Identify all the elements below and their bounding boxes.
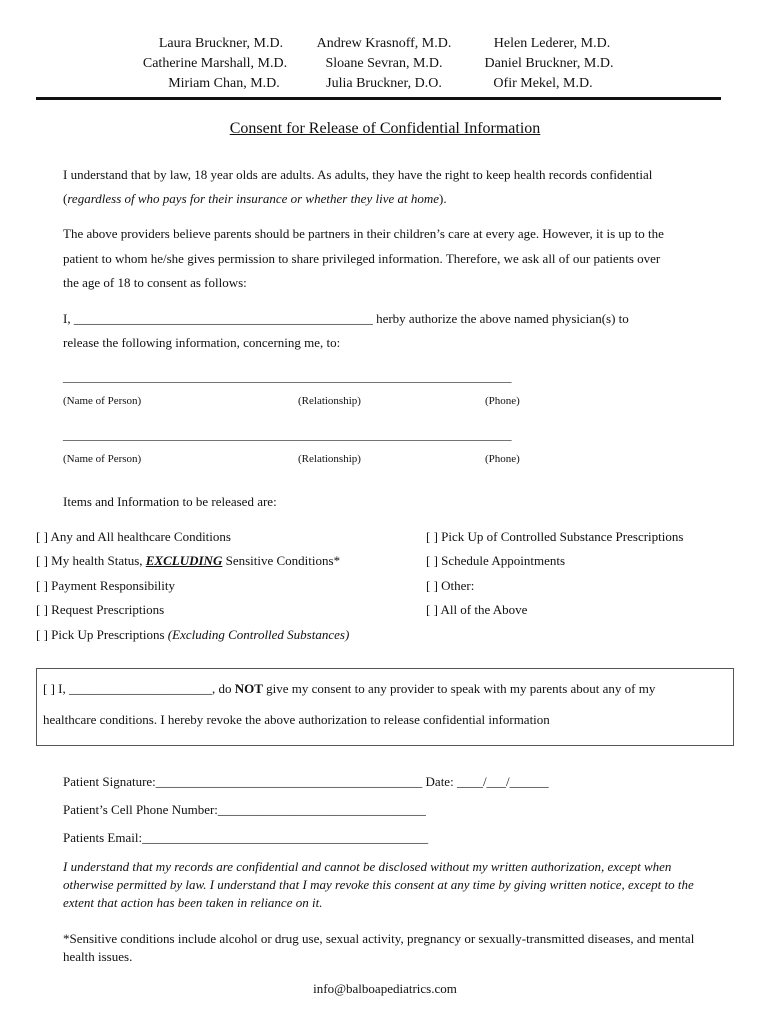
contact-2-name-label: (Name of Person)	[63, 453, 142, 465]
item-schedule-checkbox[interactable]: [ ] Schedule Appointments	[426, 553, 566, 568]
contact-1-name-label: (Name of Person)	[63, 395, 142, 407]
contact-2-relationship-label: (Relationship)	[298, 453, 361, 465]
disclaimer: I understand that my records are confidential and cannot be disclosed without my written authorization, except when otherwise permitted by law. I understand that I may revoke this consent at any time by giving written notice, except to the extent that action has been taken in reliance on it.	[63, 859, 694, 910]
item-any-all-checkbox[interactable]: [ ] Any and All healthcare Conditions	[36, 529, 231, 544]
contact-2-phone-label: (Phone)	[485, 453, 520, 465]
provider-name: Laura Bruckner, M.D.	[158, 36, 284, 51]
provider-name: Sloane Sevran, M.D.	[325, 56, 443, 71]
item-other-checkbox[interactable]: [ ] Other:	[426, 578, 475, 593]
revoke-post: give my consent to any provider to speak with my parents about any of my	[262, 681, 656, 696]
intro-italic: regardless of who pays for their insurance or whether they live at home	[67, 191, 439, 206]
item-all-above-checkbox[interactable]: [ ] All of the Above	[426, 602, 528, 617]
revoke-box	[36, 668, 734, 746]
authorize-line-1[interactable]: I, ______________________________________________ herby authorize the above named physician(s) to	[63, 311, 629, 326]
item-health-status-excluding: EXCLUDING	[145, 553, 223, 568]
item-health-status-checkbox[interactable]	[36, 553, 340, 569]
provider-name: Ofir Mekel, M.D.	[493, 76, 593, 91]
item-payment-checkbox[interactable]: [ ] Payment Responsibility	[36, 578, 176, 593]
item-health-status-pre: [ ] My health Status,	[36, 553, 146, 568]
cell-phone-field[interactable]: Patient’s Cell Phone Number:________________________________	[63, 802, 426, 817]
page-title: Consent for Release of Confidential Information	[229, 120, 541, 137]
item-controlled-checkbox[interactable]: [ ] Pick Up of Controlled Substance Prescriptions	[426, 529, 684, 544]
paren-open: (	[63, 191, 68, 206]
item-pickup-rx-checkbox[interactable]	[36, 627, 349, 643]
provider-name: Miriam Chan, M.D.	[168, 76, 280, 91]
contact-1-phone-label: (Phone)	[485, 395, 520, 407]
revoke-line-2: healthcare conditions. I hereby revoke the above authorization to release confidential information	[43, 712, 550, 727]
header-divider	[36, 97, 721, 100]
footer-email[interactable]: info@balboapediatrics.com	[313, 981, 457, 996]
para2-line-2: patient to whom he/she gives permission to share privileged information. Therefore, we ask all of our patients over	[63, 251, 661, 266]
paren-close: ).	[439, 191, 447, 206]
item-health-status-post: Sensitive Conditions*	[222, 553, 341, 568]
provider-column-3	[468, 34, 630, 94]
intro-line-1: I understand that by law, 18 year olds are adults. As adults, they have the right to keep health records confidential	[63, 167, 653, 182]
sensitive-footnote: *Sensitive conditions include alcohol or drug use, sexual activity, pregnancy or sexually-transmitted diseases, and mental health issues.	[63, 931, 695, 964]
contact-1-blank[interactable]: ______________________________________________________________________________	[63, 372, 512, 384]
para2-line-1: The above providers believe parents should be partners in their children’s care at every age. However, it is up to the	[63, 226, 664, 241]
revoke-line-1[interactable]	[43, 681, 655, 697]
revoke-pre: [ ] I, ______________________, do	[43, 681, 235, 696]
authorize-line-2: release the following information, concerning me, to:	[63, 335, 341, 350]
provider-column-2	[300, 34, 468, 94]
para2-line-3: the age of 18 to consent as follows:	[63, 275, 247, 290]
item-pickup-italic: (Excluding Controlled Substances)	[167, 627, 350, 642]
contact-2-blank[interactable]: ______________________________________________________________________________	[63, 430, 512, 442]
provider-name: Julia Bruckner, D.O.	[326, 76, 442, 91]
provider-name: Catherine Marshall, M.D.	[142, 56, 288, 71]
revoke-not: NOT	[234, 681, 263, 696]
item-request-rx-checkbox[interactable]: [ ] Request Prescriptions	[36, 602, 165, 617]
email-field[interactable]: Patients Email:____________________________________________	[63, 830, 429, 845]
provider-column-1	[120, 34, 310, 94]
item-pickup-pre: [ ] Pick Up Prescriptions	[36, 627, 168, 642]
provider-name: Daniel Bruckner, M.D.	[484, 56, 614, 71]
patient-signature-field[interactable]: Patient Signature:_________________________________________ Date: ____/___/______	[63, 774, 549, 789]
provider-name: Andrew Krasnoff, M.D.	[316, 36, 452, 51]
contact-1-relationship-label: (Relationship)	[298, 395, 361, 407]
items-heading: Items and Information to be released are:	[63, 494, 277, 509]
provider-name: Helen Lederer, M.D.	[493, 36, 611, 51]
intro-line-2	[63, 191, 447, 207]
